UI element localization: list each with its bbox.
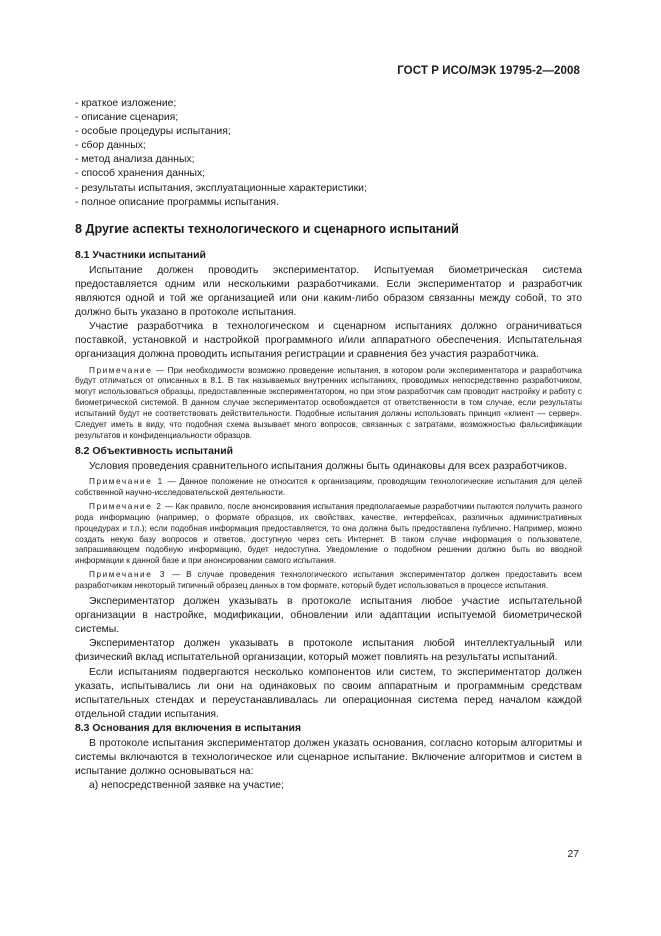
- list-item: - результаты испытания, эксплуатационные характеристики;: [75, 182, 367, 194]
- note-text: — При необходимости возможно проведение испытания, в котором роли экспериментатора и разработчика будут отличаться от описанных в 8.1. В так называемых внутренних испытаниях, проводимых непосредственно разработчиком, могут использоваться образцы, предоставленные экспериментатором, но при этом разработчик сам проводит настройку и работу с биометрической системой. В данном случае экспериментатор освобождается от ответственности в том случае, если результаты испытаний будут не соответствовать действительности. Подобные испытания должны использовать принцип «клиент — сервер». Следует иметь в виду, что подобная схема вызывает много вопросов, связанных с затратами, возможностью фальсификации результатов и конфиденциальности образцов.: [75, 365, 582, 440]
- section-8-2-title: 8.2 Объективность испытаний: [75, 445, 233, 457]
- document-body: [75, 97, 582, 793]
- list-item: - особые процедуры испытания;: [75, 126, 231, 138]
- list-item: - способ хранения данных;: [75, 168, 206, 180]
- note: [75, 570, 582, 592]
- note: [75, 502, 582, 567]
- list-item: - сбор данных;: [75, 140, 146, 152]
- note: [75, 366, 582, 442]
- list-item: - метод анализа данных;: [75, 154, 195, 166]
- note-label: Примечание 3: [89, 570, 167, 580]
- note-text: — Как правило, после анонсирования испытания предполагаемые разработчики пытаются получить разного рода информацию (например, о формате образцов, их свойствах, качестве, интерфейсах, различных административных процедурах и т.п.); если подобная информация предоставляется, то она должна быть предоставлена публично. Например, можно создать некую базу вопросов и ответов, доступную через сеть Интернет. В таком случае информация о пользователе, запрашивающем подобную информацию, будет недоступна. Уведомление о подобном решении должно быть во вводной информации к данной базе и при анонсировании самого испытания.: [75, 501, 582, 566]
- list-item: - полное описание программы испытания.: [75, 196, 279, 208]
- list-item: - краткое изложение;: [75, 98, 177, 109]
- note-label: Примечание 2: [89, 501, 163, 511]
- section-8-1-title: 8.1 Участники испытаний: [75, 249, 206, 261]
- section-8-title: 8 Другие аспекты технологического и сценарного испытаний: [75, 221, 459, 236]
- list-of-details: [75, 97, 582, 210]
- paragraph: Испытание должен проводить экспериментатор. Испытуемая биометрическая система предоставляется одним или несколькими разработчиками. Если экспериментатор и разработчик являются одной и той же организацией или они каким-либо образом связанны между собой, то это должно быть указано в протоколе испытания.: [75, 264, 582, 319]
- list-item: - описание сценария;: [75, 112, 179, 124]
- paragraph: Участие разработчика в технологическом и сценарном испытаниях должно ограничиваться поставкой, установкой и настройкой программного и/или аппаратного обеспечения. Испытательная организация должна проводить испытания регистрации и сравнения без участия разработчика.: [75, 321, 582, 361]
- section-8-3-title: 8.3 Основания для включения в испытания: [75, 722, 302, 734]
- note-label: Примечание 1: [89, 477, 164, 487]
- page-number: 27: [567, 849, 579, 860]
- note-label: Примечание: [89, 365, 153, 375]
- list-item: а) непосредственной заявке на участие;: [89, 780, 284, 792]
- paragraph: Если испытаниям подвергаются несколько компонентов или систем, то экспериментатор должен указать, испытывались ли они на одинаковых по своим аппаратным и программным средствам испытательных стендах и переустанавливалась ли операционная система перед началом каждой отдельной стадии испытания.: [75, 666, 582, 720]
- note-text: — Данное положение не относится к организациям, проводящим технологические испытания для целей собственной научно-исследовательской деятельности.: [75, 477, 583, 497]
- note-text: — В случае проведения технологического испытания экспериментатор должен предоставить всем разработчикам некоторый типичный образец данных в том формате, который будет использоваться в процессе испытания.: [75, 570, 582, 591]
- paragraph: Экспериментатор должен указывать в протоколе испытания любое участие испытательной организации в настройке, модификации, обновлении или адаптации испытуемой биометрической системы.: [75, 596, 582, 636]
- paragraph: В протоколе испытания экспериментатор должен указать основания, согласно которым алгоритмы и системы включаются в технологическое или сценарное испытание. Включение алгоритмов и систем в испытание должно основываться на:: [75, 738, 582, 778]
- document-header: ГОСТ Р ИСО/МЭК 19795-2—2008: [397, 65, 580, 77]
- paragraph: Условия проведения сравнительного испытания должны быть одинаковы для всех разработчиков.: [89, 460, 568, 472]
- paragraph: Экспериментатор должен указывать в протоколе испытания любой интеллектуальный или физический вклад испытательной организации, который может повлиять на результаты испытаний.: [75, 638, 582, 664]
- note: [75, 477, 582, 499]
